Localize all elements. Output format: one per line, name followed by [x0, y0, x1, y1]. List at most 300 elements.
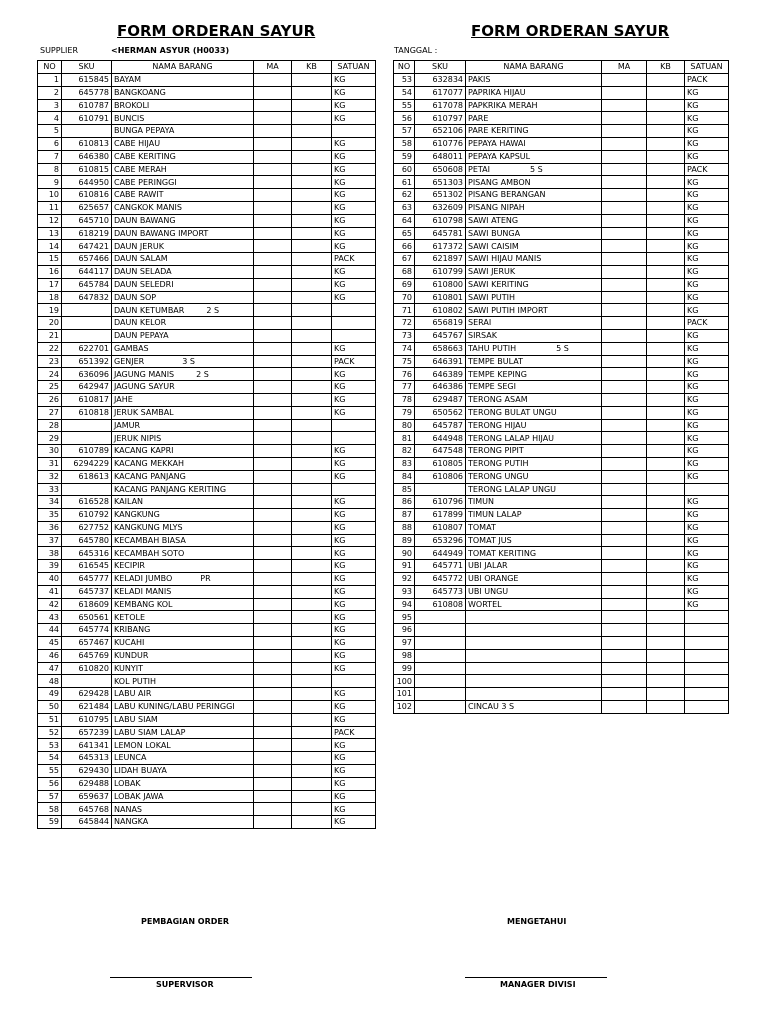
row-kb-cell[interactable] — [647, 74, 685, 87]
row-kb-cell[interactable] — [292, 662, 332, 675]
row-kb-cell[interactable] — [292, 649, 332, 662]
row-ma-cell[interactable] — [602, 304, 647, 317]
row-ma-cell[interactable] — [254, 560, 292, 573]
row-ma-cell[interactable] — [254, 521, 292, 534]
row-kb-cell[interactable] — [292, 201, 332, 214]
row-ma-cell[interactable] — [254, 150, 292, 163]
row-kb-cell[interactable] — [647, 112, 685, 125]
row-kb-cell[interactable] — [292, 112, 332, 125]
row-ma-cell[interactable] — [602, 649, 647, 662]
table-row — [394, 521, 729, 534]
row-kb-cell[interactable] — [292, 74, 332, 87]
row-kb-cell[interactable] — [647, 521, 685, 534]
row-ma-cell[interactable] — [254, 739, 292, 752]
row-ma-cell[interactable] — [254, 547, 292, 560]
row-ma-cell[interactable] — [602, 624, 647, 637]
item-name-text: LABU SIAM LALAP — [114, 727, 186, 737]
row-ma-cell[interactable] — [602, 137, 647, 150]
row-ma-cell[interactable] — [602, 329, 647, 342]
row-no: 18 — [38, 291, 62, 304]
row-kb-cell[interactable] — [292, 189, 332, 202]
row-ma-cell[interactable] — [254, 201, 292, 214]
row-kb-cell[interactable] — [292, 816, 332, 829]
row-kb-cell[interactable] — [647, 381, 685, 394]
row-kb-cell[interactable] — [647, 470, 685, 483]
item-name-text: CINCAU 3 S — [468, 702, 515, 712]
item-name-text: GENJER — [114, 356, 145, 366]
row-ma-cell[interactable] — [254, 496, 292, 509]
row-ma-cell[interactable] — [602, 432, 647, 445]
row-kb-cell[interactable] — [292, 86, 332, 99]
row-sku: 610815 — [62, 163, 112, 176]
row-kb-cell[interactable] — [292, 445, 332, 458]
row-ma-cell[interactable] — [254, 393, 292, 406]
row-kb-cell[interactable] — [647, 240, 685, 253]
row-ma-cell[interactable] — [254, 726, 292, 739]
item-note-text: 5 S — [529, 164, 543, 174]
row-kb-cell[interactable] — [292, 265, 332, 278]
row-kb-cell[interactable] — [647, 342, 685, 355]
row-satuan: KG — [685, 278, 729, 291]
row-satuan: KG — [332, 381, 376, 394]
row-sku: 648011 — [415, 150, 466, 163]
row-kb-cell[interactable] — [647, 176, 685, 189]
row-ma-cell[interactable] — [602, 214, 647, 227]
item-name-text: PARE KERITING — [468, 126, 529, 136]
row-ma-cell[interactable] — [602, 688, 647, 701]
row-kb-cell[interactable] — [647, 419, 685, 432]
row-kb-cell[interactable] — [292, 176, 332, 189]
row-ma-cell[interactable] — [602, 317, 647, 330]
row-kb-cell[interactable] — [292, 432, 332, 445]
row-ma-cell[interactable] — [602, 598, 647, 611]
row-kb-cell[interactable] — [292, 393, 332, 406]
row-ma-cell[interactable] — [602, 509, 647, 522]
row-ma-cell[interactable] — [254, 406, 292, 419]
row-kb-cell[interactable] — [647, 163, 685, 176]
row-no: 17 — [38, 278, 62, 291]
row-no: 88 — [394, 521, 415, 534]
row-ma-cell[interactable] — [254, 765, 292, 778]
row-kb-cell[interactable] — [292, 726, 332, 739]
row-kb-cell[interactable] — [647, 393, 685, 406]
row-kb-cell[interactable] — [647, 278, 685, 291]
row-kb-cell[interactable] — [647, 432, 685, 445]
row-ma-cell[interactable] — [254, 432, 292, 445]
row-kb-cell[interactable] — [292, 765, 332, 778]
row-ma-cell[interactable] — [602, 611, 647, 624]
item-name-text: KECIPIR — [114, 561, 145, 571]
row-ma-cell[interactable] — [254, 637, 292, 650]
row-kb-cell[interactable] — [292, 214, 332, 227]
row-kb-cell[interactable] — [647, 227, 685, 240]
item-name-text: NANAS — [114, 804, 142, 814]
row-kb-cell[interactable] — [292, 457, 332, 470]
row-ma-cell[interactable] — [254, 688, 292, 701]
row-kb-cell[interactable] — [292, 675, 332, 688]
table-row — [394, 381, 729, 394]
row-kb-cell[interactable] — [292, 406, 332, 419]
row-kb-cell[interactable] — [292, 137, 332, 150]
row-satuan: KG — [332, 368, 376, 381]
row-kb-cell[interactable] — [647, 547, 685, 560]
row-ma-cell[interactable] — [602, 470, 647, 483]
table-row — [38, 137, 376, 150]
row-ma-cell[interactable] — [254, 227, 292, 240]
row-ma-cell[interactable] — [602, 291, 647, 304]
row-kb-cell[interactable] — [292, 99, 332, 112]
row-sku — [415, 675, 466, 688]
table-row — [38, 496, 376, 509]
row-item-name — [466, 649, 602, 662]
row-ma-cell[interactable] — [602, 445, 647, 458]
row-ma-cell[interactable] — [254, 74, 292, 87]
row-no: 11 — [38, 201, 62, 214]
row-kb-cell[interactable] — [292, 253, 332, 266]
row-ma-cell[interactable] — [602, 675, 647, 688]
row-ma-cell[interactable] — [254, 483, 292, 496]
row-sku: 617372 — [415, 240, 466, 253]
row-kb-cell[interactable] — [292, 713, 332, 726]
row-ma-cell[interactable] — [254, 675, 292, 688]
row-kb-cell[interactable] — [292, 483, 332, 496]
row-kb-cell[interactable] — [647, 457, 685, 470]
row-kb-cell[interactable] — [647, 534, 685, 547]
row-satuan — [685, 611, 729, 624]
row-sku: 625657 — [62, 201, 112, 214]
row-kb-cell[interactable] — [647, 701, 685, 714]
item-name-text: TAHU PUTIH — [468, 343, 517, 353]
row-ma-cell[interactable] — [254, 381, 292, 394]
row-ma-cell[interactable] — [254, 240, 292, 253]
row-kb-cell[interactable] — [647, 688, 685, 701]
row-kb-cell[interactable] — [292, 470, 332, 483]
row-ma-cell[interactable] — [254, 137, 292, 150]
row-kb-cell[interactable] — [292, 291, 332, 304]
table-row — [394, 509, 729, 522]
item-name-text: TIMUN — [468, 497, 494, 507]
row-kb-cell[interactable] — [292, 240, 332, 253]
row-kb-cell[interactable] — [292, 150, 332, 163]
row-item-name — [112, 701, 254, 714]
row-ma-cell[interactable] — [254, 342, 292, 355]
row-ma-cell[interactable] — [254, 99, 292, 112]
item-note-text: 5 S — [556, 343, 569, 353]
row-kb-cell[interactable] — [647, 585, 685, 598]
row-no: 66 — [394, 240, 415, 253]
row-kb-cell[interactable] — [292, 329, 332, 342]
row-kb-cell[interactable] — [647, 662, 685, 675]
row-ma-cell[interactable] — [602, 457, 647, 470]
row-ma-cell[interactable] — [254, 598, 292, 611]
table-row — [38, 688, 376, 701]
row-no: 68 — [394, 265, 415, 278]
row-kb-cell[interactable] — [292, 381, 332, 394]
row-satuan: KG — [332, 227, 376, 240]
row-ma-cell[interactable] — [254, 291, 292, 304]
row-ma-cell[interactable] — [254, 752, 292, 765]
row-ma-cell[interactable] — [602, 419, 647, 432]
row-kb-cell[interactable] — [292, 777, 332, 790]
row-kb-cell[interactable] — [647, 99, 685, 112]
item-name-text: LEUNCA — [114, 753, 147, 763]
row-ma-cell[interactable] — [602, 406, 647, 419]
row-ma-cell[interactable] — [254, 816, 292, 829]
row-kb-cell[interactable] — [647, 201, 685, 214]
row-kb-cell[interactable] — [647, 214, 685, 227]
row-ma-cell[interactable] — [254, 662, 292, 675]
row-ma-cell[interactable] — [602, 496, 647, 509]
row-item-name — [112, 509, 254, 522]
row-kb-cell[interactable] — [292, 278, 332, 291]
row-kb-cell[interactable] — [647, 150, 685, 163]
row-ma-cell[interactable] — [254, 253, 292, 266]
row-kb-cell[interactable] — [647, 509, 685, 522]
row-ma-cell[interactable] — [254, 355, 292, 368]
row-ma-cell[interactable] — [254, 329, 292, 342]
row-ma-cell[interactable] — [254, 534, 292, 547]
item-name-text: DAUN KETUMBAR — [114, 305, 185, 315]
table-row — [38, 355, 376, 368]
row-ma-cell[interactable] — [602, 355, 647, 368]
row-ma-cell[interactable] — [254, 278, 292, 291]
row-ma-cell[interactable] — [602, 112, 647, 125]
row-ma-cell[interactable] — [254, 585, 292, 598]
row-item-name — [466, 265, 602, 278]
row-kb-cell[interactable] — [647, 368, 685, 381]
row-satuan: PACK — [332, 355, 376, 368]
row-item-name — [112, 637, 254, 650]
row-ma-cell[interactable] — [254, 304, 292, 317]
table-row — [394, 701, 729, 714]
row-ma-cell[interactable] — [602, 637, 647, 650]
row-ma-cell[interactable] — [254, 368, 292, 381]
row-ma-cell[interactable] — [602, 393, 647, 406]
row-ma-cell[interactable] — [602, 521, 647, 534]
row-kb-cell[interactable] — [647, 291, 685, 304]
row-kb-cell[interactable] — [292, 573, 332, 586]
row-kb-cell[interactable] — [292, 701, 332, 714]
row-kb-cell[interactable] — [292, 534, 332, 547]
row-satuan: KG — [332, 291, 376, 304]
table-row — [38, 214, 376, 227]
table-row — [394, 240, 729, 253]
row-ma-cell[interactable] — [254, 701, 292, 714]
row-kb-cell[interactable] — [647, 265, 685, 278]
row-kb-cell[interactable] — [647, 637, 685, 650]
row-kb-cell[interactable] — [292, 688, 332, 701]
row-kb-cell[interactable] — [647, 253, 685, 266]
row-kb-cell[interactable] — [292, 304, 332, 317]
row-ma-cell[interactable] — [602, 701, 647, 714]
row-kb-cell[interactable] — [292, 317, 332, 330]
row-ma-cell[interactable] — [602, 227, 647, 240]
row-item-name — [112, 573, 254, 586]
row-ma-cell[interactable] — [254, 445, 292, 458]
row-ma-cell[interactable] — [602, 99, 647, 112]
row-no: 57 — [394, 125, 415, 138]
item-name-text: DAUN SELADA — [114, 267, 172, 277]
row-satuan — [685, 637, 729, 650]
row-ma-cell[interactable] — [254, 611, 292, 624]
row-ma-cell[interactable] — [602, 662, 647, 675]
row-kb-cell[interactable] — [292, 752, 332, 765]
table-row — [394, 163, 729, 176]
row-item-name — [112, 803, 254, 816]
item-name-text: KANGKUNG MLYS — [114, 523, 183, 533]
row-satuan: KG — [685, 355, 729, 368]
row-ma-cell[interactable] — [254, 86, 292, 99]
row-sku: 629428 — [62, 688, 112, 701]
row-kb-cell[interactable] — [292, 624, 332, 637]
row-ma-cell[interactable] — [254, 777, 292, 790]
row-kb-cell[interactable] — [647, 624, 685, 637]
row-ma-cell[interactable] — [602, 381, 647, 394]
row-kb-cell[interactable] — [647, 675, 685, 688]
row-satuan — [685, 688, 729, 701]
row-kb-cell[interactable] — [292, 342, 332, 355]
row-kb-cell[interactable] — [647, 86, 685, 99]
row-ma-cell[interactable] — [602, 125, 647, 138]
row-ma-cell[interactable] — [254, 214, 292, 227]
row-ma-cell[interactable] — [602, 86, 647, 99]
row-kb-cell[interactable] — [292, 227, 332, 240]
row-ma-cell[interactable] — [254, 509, 292, 522]
row-kb-cell[interactable] — [292, 803, 332, 816]
row-kb-cell[interactable] — [292, 163, 332, 176]
table-row — [38, 329, 376, 342]
row-kb-cell[interactable] — [647, 560, 685, 573]
row-kb-cell[interactable] — [292, 560, 332, 573]
row-satuan: KG — [332, 86, 376, 99]
table-row — [38, 201, 376, 214]
row-kb-cell[interactable] — [647, 125, 685, 138]
row-ma-cell[interactable] — [254, 470, 292, 483]
row-kb-cell[interactable] — [292, 368, 332, 381]
table-row — [38, 112, 376, 125]
row-kb-cell[interactable] — [292, 790, 332, 803]
row-kb-cell[interactable] — [647, 611, 685, 624]
row-kb-cell[interactable] — [292, 355, 332, 368]
row-kb-cell[interactable] — [647, 483, 685, 496]
mengetahui-caption: MENGETAHUI — [507, 917, 567, 926]
row-ma-cell[interactable] — [254, 189, 292, 202]
row-ma-cell[interactable] — [254, 624, 292, 637]
row-ma-cell[interactable] — [602, 534, 647, 547]
row-sku — [62, 432, 112, 445]
table-row — [394, 227, 729, 240]
item-name-text: PEPAYA HAWAI — [468, 139, 526, 149]
row-kb-cell[interactable] — [647, 649, 685, 662]
row-kb-cell[interactable] — [292, 739, 332, 752]
table-row — [394, 291, 729, 304]
row-kb-cell[interactable] — [292, 419, 332, 432]
row-kb-cell[interactable] — [647, 598, 685, 611]
row-no: 44 — [38, 624, 62, 637]
row-ma-cell[interactable] — [254, 457, 292, 470]
row-ma-cell[interactable] — [254, 790, 292, 803]
row-ma-cell[interactable] — [602, 368, 647, 381]
row-kb-cell[interactable] — [292, 521, 332, 534]
row-kb-cell[interactable] — [647, 445, 685, 458]
row-ma-cell[interactable] — [602, 74, 647, 87]
row-ma-cell[interactable] — [254, 573, 292, 586]
row-sku: 610818 — [62, 406, 112, 419]
row-kb-cell[interactable] — [292, 585, 332, 598]
row-satuan: KG — [685, 99, 729, 112]
row-ma-cell[interactable] — [602, 253, 647, 266]
row-ma-cell[interactable] — [254, 713, 292, 726]
row-kb-cell[interactable] — [292, 637, 332, 650]
row-no: 9 — [38, 176, 62, 189]
table-row — [38, 675, 376, 688]
header-sku: SKU — [62, 61, 112, 74]
row-ma-cell[interactable] — [602, 573, 647, 586]
supervisor-label: SUPERVISOR — [156, 980, 214, 989]
row-ma-cell[interactable] — [602, 240, 647, 253]
row-kb-cell[interactable] — [647, 317, 685, 330]
row-sku: 653296 — [415, 534, 466, 547]
row-kb-cell[interactable] — [292, 509, 332, 522]
row-ma-cell[interactable] — [254, 803, 292, 816]
item-name-text: LABU KUNING/LABU PERINGGI — [114, 702, 235, 712]
row-ma-cell[interactable] — [602, 163, 647, 176]
table-row — [394, 304, 729, 317]
row-kb-cell[interactable] — [292, 611, 332, 624]
row-ma-cell[interactable] — [602, 585, 647, 598]
row-ma-cell[interactable] — [254, 265, 292, 278]
row-ma-cell[interactable] — [602, 265, 647, 278]
item-name-text: KACANG MEKKAH — [114, 459, 185, 469]
row-kb-cell[interactable] — [647, 304, 685, 317]
row-satuan: KG — [332, 240, 376, 253]
row-kb-cell[interactable] — [292, 125, 332, 138]
row-kb-cell[interactable] — [647, 355, 685, 368]
row-ma-cell[interactable] — [602, 483, 647, 496]
row-ma-cell[interactable] — [254, 125, 292, 138]
row-ma-cell[interactable] — [602, 176, 647, 189]
row-ma-cell[interactable] — [602, 201, 647, 214]
table-row — [38, 317, 376, 330]
row-kb-cell[interactable] — [292, 598, 332, 611]
table-row — [394, 637, 729, 650]
table-row — [394, 470, 729, 483]
row-kb-cell[interactable] — [647, 137, 685, 150]
row-kb-cell[interactable] — [647, 573, 685, 586]
row-ma-cell[interactable] — [602, 342, 647, 355]
header-satuan: SATUAN — [685, 61, 729, 74]
row-no: 92 — [394, 573, 415, 586]
row-ma-cell[interactable] — [602, 560, 647, 573]
row-kb-cell[interactable] — [292, 547, 332, 560]
row-ma-cell[interactable] — [602, 189, 647, 202]
row-item-name — [112, 521, 254, 534]
row-ma-cell[interactable] — [602, 547, 647, 560]
row-ma-cell[interactable] — [254, 649, 292, 662]
row-kb-cell[interactable] — [647, 496, 685, 509]
row-kb-cell[interactable] — [292, 496, 332, 509]
row-ma-cell[interactable] — [254, 317, 292, 330]
row-kb-cell[interactable] — [647, 406, 685, 419]
row-ma-cell[interactable] — [254, 163, 292, 176]
row-ma-cell[interactable] — [254, 112, 292, 125]
row-kb-cell[interactable] — [647, 189, 685, 202]
row-ma-cell[interactable] — [602, 150, 647, 163]
row-ma-cell[interactable] — [254, 419, 292, 432]
row-ma-cell[interactable] — [254, 176, 292, 189]
row-kb-cell[interactable] — [647, 329, 685, 342]
row-ma-cell[interactable] — [602, 278, 647, 291]
